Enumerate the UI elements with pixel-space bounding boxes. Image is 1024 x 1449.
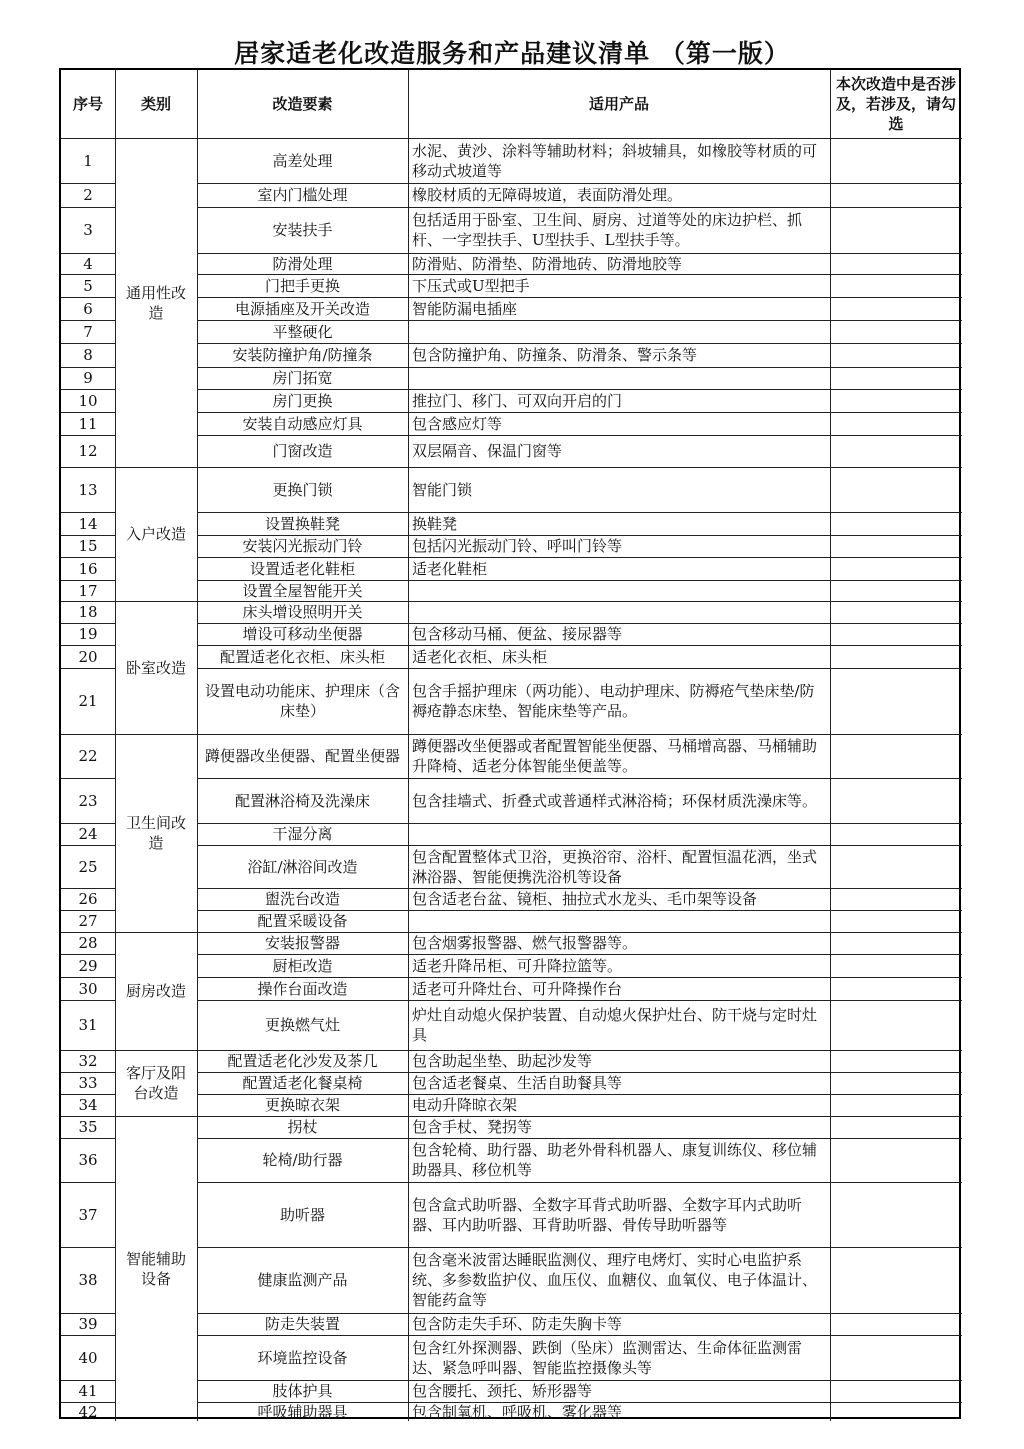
row-products: 包含烟雾报警器、燃气报警器等。 [412,934,638,952]
category-cell: 卧室改造 [125,658,186,677]
row-products: 包含毫米波雷达睡眠监测仪、理疗电烤灯、实时心电监护系统、多参数监护仪、血压仪、血糖仪、血氧仪、电子体温计、智能药盒等 [412,1251,818,1309]
row-divider [197,668,962,669]
row-products: 包含红外探测器、跌倒（坠床）监测雷达、生命体征监测雷达、紧急呼叫器、智能监控摄像头等 [412,1338,803,1377]
row-divider [197,910,962,911]
row-element: 安装防撞护角/防撞条 [232,346,373,364]
row-element: 呼吸辅助器具 [257,1402,348,1421]
row-element: 室内门槛处理 [257,186,348,204]
row-number: 19 [78,625,98,643]
row-number: 31 [78,1016,98,1034]
row-divider [197,557,962,558]
row-divider [197,1247,962,1248]
row-element: 健康监测产品 [257,1271,348,1289]
row-divider [197,297,962,298]
row-number: 26 [78,890,98,908]
row-products: 双层隔音、保温门窗等 [412,442,563,460]
row-products: 适老化衣柜、床头柜 [412,647,548,666]
row-divider [197,845,962,846]
row-element: 配置适老化衣柜、床头柜 [219,647,385,666]
row-divider [61,1072,115,1073]
row-divider [197,977,962,978]
row-checkbox-cell[interactable] [830,183,962,207]
row-number: 23 [78,791,98,810]
row-checkbox-cell[interactable] [830,535,962,557]
column-divider [830,70,831,1421]
row-products: 包含助起坐垫、助起沙发等 [412,1052,593,1070]
row-divider [61,183,115,184]
row-number: 22 [78,747,98,765]
row-checkbox-cell[interactable] [830,1380,962,1402]
row-checkbox-cell[interactable] [830,274,962,297]
row-products: 包含手摇护理床（两功能）、电动护理床、防褥疮气垫床垫/防褥疮静态床垫、智能床垫等产品。 [412,682,815,720]
row-number: 13 [78,480,98,499]
row-products: 包含适老餐桌、生活自助餐具等 [412,1074,623,1092]
row-element: 防走失装置 [264,1315,340,1333]
header-category: 类别 [140,95,171,113]
row-divider [61,668,115,669]
row-divider [61,1182,115,1183]
row-divider [61,367,115,368]
row-products: 包含感应灯等 [412,414,503,433]
row-divider [61,910,115,911]
row-checkbox-cell[interactable] [830,1072,962,1094]
category-cell: 入户改造 [125,525,186,543]
row-checkbox-cell[interactable] [830,343,962,367]
row-element: 安装报警器 [264,934,340,952]
row-divider [197,412,962,413]
row-products: 智能门锁 [412,480,473,499]
row-checkbox-cell[interactable] [830,467,962,512]
row-checkbox-cell[interactable] [830,977,962,1000]
row-checkbox-cell[interactable] [830,557,962,580]
row-element: 厨柜改造 [272,956,333,975]
row-element: 平整硬化 [272,322,333,341]
row-element: 门窗改造 [272,442,333,460]
row-checkbox-cell[interactable] [830,1182,962,1247]
header-products: 适用产品 [588,95,649,113]
row-checkbox-cell[interactable] [830,668,962,734]
row-products: 包含防撞护角、防撞条、防滑条、警示条等 [412,346,698,364]
row-products: 包含适老台盆、镜柜、抽拉式水龙头、毛巾架等设备 [412,890,758,908]
row-divider [197,623,962,624]
row-checkbox-cell[interactable] [830,1050,962,1072]
header-check: 本次改造中是否涉及，若涉及，请勾选 [836,75,957,133]
row-element: 轮椅/助行器 [262,1151,343,1169]
row-checkbox-cell[interactable] [830,888,962,910]
row-element: 安装自动感应灯具 [242,414,363,433]
row-divider [61,274,115,275]
row-element: 配置适老化沙发及茶几 [227,1052,378,1070]
row-products: 包含轮椅、助行器、助老外骨科机器人、康复训练仪、移位辅助器具、移位机等 [412,1141,818,1179]
row-number: 39 [78,1315,98,1333]
row-divider [61,1050,962,1051]
header-element: 改造要素 [272,95,333,113]
row-checkbox-cell[interactable] [830,1335,962,1380]
row-number: 3 [83,221,93,239]
row-checkbox-cell[interactable] [830,207,962,253]
row-number: 11 [78,414,98,433]
row-checkbox-cell[interactable] [830,734,962,778]
row-number: 4 [83,254,93,273]
row-number: 36 [78,1151,98,1169]
row-element: 房门更换 [272,391,333,410]
row-element: 高差处理 [272,151,333,170]
row-products: 包含移动马桶、便盆、接尿器等 [412,625,623,643]
row-products [408,601,830,623]
row-divider [61,412,115,413]
header-no: 序号 [72,95,103,113]
row-number: 20 [78,647,98,666]
row-products [408,320,830,343]
row-number: 6 [83,299,93,318]
row-products: 包含防走失手环、防走失胸卡等 [412,1315,623,1333]
row-divider [61,734,962,735]
row-divider [197,580,962,581]
row-element: 防滑处理 [272,254,333,273]
row-element: 更换门锁 [272,480,333,499]
row-divider [197,1402,962,1403]
row-divider [197,512,962,513]
row-divider [61,580,115,581]
row-number: 16 [78,559,98,578]
row-element: 肢体护具 [272,1382,333,1400]
row-divider [197,823,962,824]
row-divider [61,823,115,824]
row-element: 环境监控设备 [257,1348,348,1367]
row-divider [61,467,962,468]
row-products: 包括适用于卧室、卫生间、厨房、过道等处的床边护栏、抓杆、一字型扶手、U型扶手、L型扶手等。 [412,211,803,249]
row-divider [197,954,962,955]
row-divider [197,207,962,208]
row-divider [61,1247,115,1248]
column-divider [115,70,116,1421]
row-element: 配置淋浴椅及洗澡床 [234,791,370,810]
row-divider [61,138,962,139]
row-element: 房门拓宽 [272,369,333,387]
row-number: 30 [78,979,98,998]
row-divider [197,320,962,321]
row-products: 包括闪光振动门铃、呼叫门铃等 [412,537,623,555]
category-cell: 厨房改造 [125,982,186,1000]
row-number: 42 [78,1402,98,1421]
row-number: 29 [78,956,98,975]
row-number: 24 [78,825,98,843]
row-element: 设置适老化鞋柜 [249,559,355,578]
row-divider [61,557,115,558]
column-divider [197,70,198,1421]
category-cell: 智能辅助设备 [125,1249,186,1288]
row-divider [61,435,115,436]
row-element: 操作台面改造 [257,979,348,998]
row-products: 水泥、黄沙、涂料等辅助材料；斜坡辅具，如橡胶等材质的可移动式坡道等 [412,141,818,180]
row-number: 32 [78,1052,98,1070]
row-element: 设置电动功能床、护理床（含床垫） [204,682,400,720]
row-divider [61,1402,115,1403]
document-title: 居家适老化改造服务和产品建议清单 （第一版） [234,39,790,68]
category-cell: 通用性改造 [125,283,186,322]
row-divider [61,645,115,646]
row-products: 换鞋凳 [412,514,458,533]
row-element: 配置采暖设备 [257,912,348,930]
row-element: 床头增设照明开关 [242,603,363,621]
row-divider [61,1335,115,1336]
row-divider [61,343,115,344]
row-products [408,367,830,389]
row-divider [61,1138,115,1139]
row-checkbox-cell[interactable] [830,297,962,320]
row-number: 28 [78,934,98,952]
category-cell: 客厅及阳台改造 [125,1064,186,1102]
row-checkbox-cell[interactable] [830,1116,962,1138]
row-products: 包含挂墙式、折叠式或普通样式淋浴椅；环保材质洗澡床等。 [412,791,818,810]
row-number: 41 [78,1382,98,1400]
row-element: 更换晾衣架 [264,1096,340,1114]
row-number: 38 [78,1271,98,1289]
row-checkbox-cell[interactable] [830,823,962,845]
row-divider [61,1116,962,1117]
row-number: 34 [78,1096,98,1114]
row-element: 增设可移动坐便器 [242,625,363,643]
row-element: 更换燃气灶 [264,1016,340,1034]
row-checkbox-cell[interactable] [830,1094,962,1116]
row-products [408,910,830,932]
row-divider [197,1313,962,1314]
row-divider [197,535,962,536]
row-divider [197,1380,962,1381]
row-products: 防滑贴、防滑垫、防滑地砖、防滑地胶等 [412,254,683,273]
row-number: 1 [83,151,93,170]
row-number: 35 [78,1118,98,1136]
row-divider [197,645,962,646]
row-checkbox-cell[interactable] [830,910,962,932]
row-divider [197,1094,962,1095]
row-number: 15 [78,537,98,555]
row-checkbox-cell[interactable] [830,412,962,435]
row-divider [61,512,115,513]
row-element: 配置适老化餐桌椅 [242,1074,363,1092]
row-checkbox-cell[interactable] [830,253,962,274]
checklist-table [59,68,961,1419]
row-products: 下压式或U型把手 [412,276,530,295]
row-divider [61,207,115,208]
row-checkbox-cell[interactable] [830,645,962,668]
row-element: 助听器 [279,1205,325,1224]
row-divider [197,1335,962,1336]
row-checkbox-cell[interactable] [830,954,962,977]
row-element: 蹲便器改坐便器、配置坐便器 [204,747,400,765]
row-products: 智能防漏电插座 [412,299,518,318]
row-products: 包含制氧机、呼吸机、雾化器等 [412,1402,623,1421]
row-checkbox-cell[interactable] [830,435,962,467]
row-divider [61,1380,115,1381]
row-element: 安装扶手 [272,221,333,239]
row-checkbox-cell[interactable] [830,1000,962,1050]
row-number: 10 [78,391,98,410]
row-checkbox-cell[interactable] [830,367,962,389]
row-products: 电动升降晾衣架 [412,1096,518,1114]
row-checkbox-cell[interactable] [830,778,962,823]
category-cell: 卫生间改造 [125,814,186,852]
row-element: 设置换鞋凳 [264,514,340,533]
row-checkbox-cell[interactable] [830,932,962,954]
row-divider [197,367,962,368]
row-divider [197,1138,962,1139]
row-products: 推拉门、移门、可双向开启的门 [412,391,623,410]
row-divider [197,778,962,779]
row-checkbox-cell[interactable] [830,580,962,601]
row-products: 包含腰托、颈托、矫形器等 [412,1382,593,1400]
row-number: 2 [83,186,93,204]
row-divider [61,954,115,955]
row-divider [197,1000,962,1001]
row-checkbox-cell[interactable] [830,389,962,412]
row-divider [197,1072,962,1073]
row-divider [197,389,962,390]
row-checkbox-cell[interactable] [830,601,962,623]
row-divider [61,389,115,390]
row-element: 设置全屋智能开关 [242,581,363,600]
row-divider [61,977,115,978]
row-divider [61,845,115,846]
row-products: 适老可升降灶台、可升降操作台 [412,979,623,998]
row-products: 适老升降吊柜、可升降拉篮等。 [412,956,623,975]
row-divider [61,535,115,536]
row-element: 浴缸/淋浴间改造 [247,857,358,876]
row-divider [61,1000,115,1001]
row-divider [197,435,962,436]
row-checkbox-cell[interactable] [830,138,962,183]
row-number: 40 [78,1348,98,1367]
row-products: 橡胶材质的无障碍坡道，表面防滑处理。 [412,186,683,204]
row-divider [61,778,115,779]
row-products: 包含配置整体式卫浴，更换浴帘、浴杆、配置恒温花洒，坐式淋浴器、智能便携洗浴机等设备 [412,847,818,886]
row-element: 干湿分离 [272,825,333,843]
row-products: 适老化鞋柜 [412,559,488,578]
row-products [408,580,830,601]
row-divider [197,274,962,275]
row-divider [197,888,962,889]
row-number: 21 [78,692,98,710]
row-products: 包含手杖、凳拐等 [412,1118,533,1136]
row-element: 盥洗台改造 [264,890,340,908]
row-divider [61,253,115,254]
row-divider [61,932,962,933]
row-divider [61,888,115,889]
row-checkbox-cell[interactable] [830,1247,962,1313]
row-products: 炉灶自动熄火保护装置、自动熄火保护灶台、防干烧与定时灶具 [412,1006,818,1044]
row-divider [61,1313,115,1314]
row-divider [197,253,962,254]
row-divider [61,320,115,321]
row-divider [61,297,115,298]
column-divider [408,70,409,1421]
row-number: 25 [78,857,98,876]
row-element: 电源插座及开关改造 [234,299,370,318]
row-checkbox-cell[interactable] [830,845,962,888]
row-number: 14 [78,514,98,533]
row-products: 蹲便器改坐便器或者配置智能坐便器、马桶增高器、马桶辅助升降椅、适老分体智能坐便盖等。 [412,737,818,775]
row-number: 7 [83,322,93,341]
row-checkbox-cell[interactable] [830,1138,962,1182]
row-number: 8 [83,346,93,364]
row-divider [61,1094,115,1095]
row-number: 17 [78,581,98,600]
row-checkbox-cell[interactable] [830,1402,962,1421]
row-element: 拐杖 [287,1118,318,1136]
row-divider [61,623,115,624]
row-number: 5 [83,276,93,295]
row-products [408,823,830,845]
row-checkbox-cell[interactable] [830,320,962,343]
row-element: 安装闪光振动门铃 [242,537,363,555]
row-checkbox-cell[interactable] [830,1313,962,1335]
row-number: 33 [78,1074,98,1092]
row-number: 18 [78,603,98,621]
row-number: 27 [78,912,98,930]
row-divider [197,343,962,344]
row-element: 门把手更换 [264,276,340,295]
row-number: 9 [83,369,93,387]
row-products: 包含盒式助听器、全数字耳背式助听器、全数字耳内式助听器、耳内助听器、耳背助听器、骨传导助听器等 [412,1195,803,1234]
row-divider [197,183,962,184]
row-checkbox-cell[interactable] [830,512,962,535]
row-divider [197,1182,962,1183]
row-checkbox-cell[interactable] [830,623,962,645]
row-number: 37 [78,1205,98,1224]
row-divider [61,601,962,602]
row-number: 12 [78,442,98,460]
